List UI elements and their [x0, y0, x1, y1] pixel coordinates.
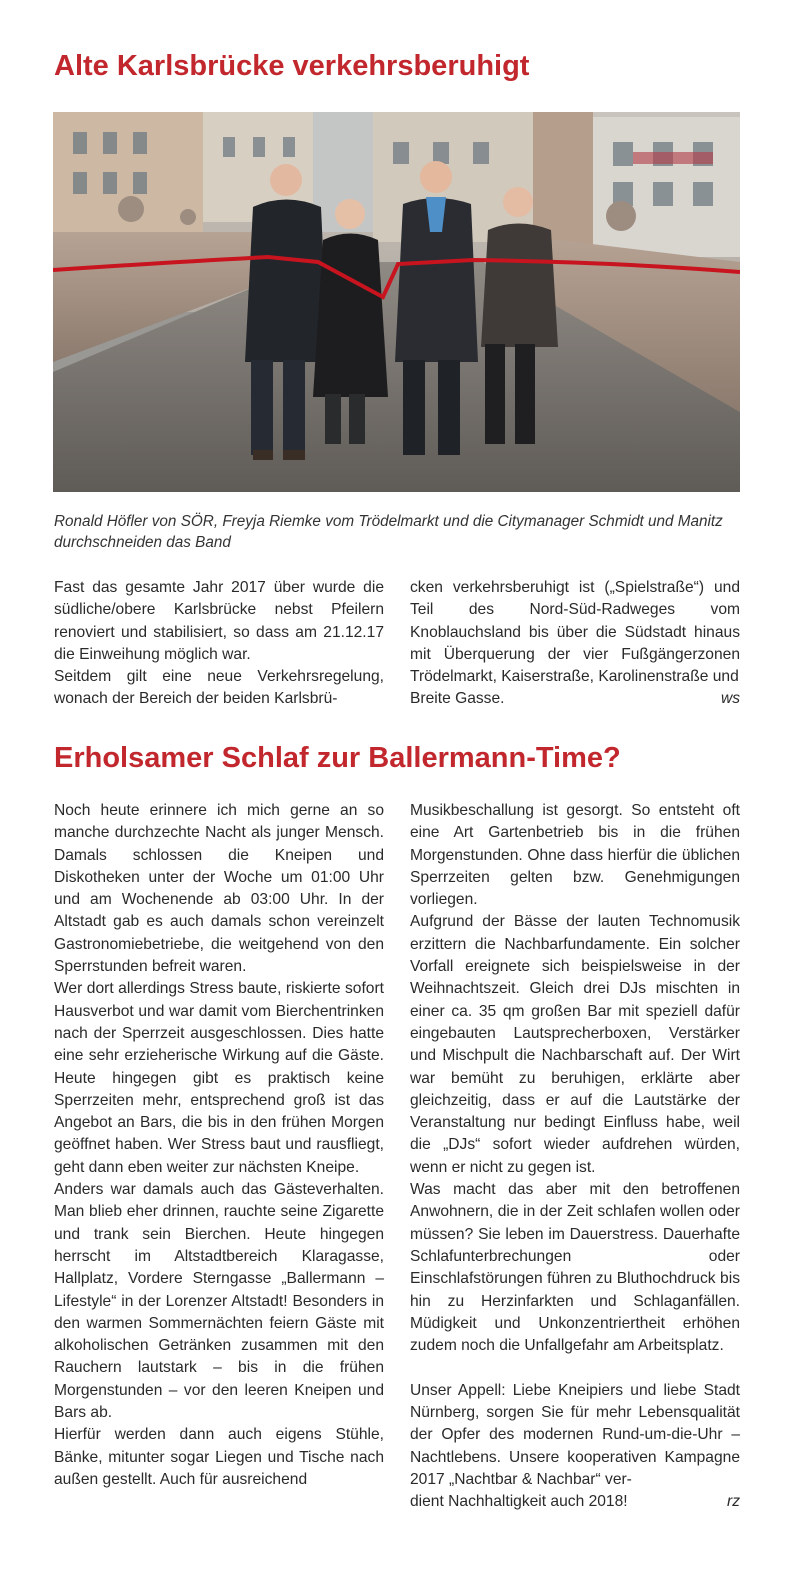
article2-paragraph: Hierfür werden dann auch eigens Stühle, Bänke, mitunter sogar Liegen und Tische nach außen gestellt. Auch für ausreichend [54, 1426, 384, 1488]
article2-paragraph: Wer dort allerdings Stress baute, riskierte sofort Hausverbot und war damit vom Bierchentrinken nach der Sperrzeit ausgeschlossen. Dies hatte eine sehr erzieherische Wirkung auf die Gäste. Heute hingegen gibt es praktisch keine Sperrzeiten mehr, entsprechend groß ist das Angebot an Bars, die bis in den frühen Morgen geöffnet haben. Wer Stress baut und rausfliegt, geht dann eben weiter zur nächsten Kneipe. [54, 980, 384, 1176]
photo-caption: Ronald Höfler von SÖR, Freyja Riemke vom Trödelmarkt und die Citymanager Schmidt und Manitz durchschneiden das Band [54, 513, 723, 551]
article2-right-column [410, 800, 740, 1514]
article1-left-column [54, 577, 384, 711]
article1-headline: Alte Karlsbrücke verkehrsberuhigt [54, 50, 530, 82]
ribbon-cutting-photo [53, 112, 740, 492]
article1-paragraph: Seitdem gilt eine neue Verkehrsregelung, wonach der Bereich der beiden Karlsbrü- [54, 668, 384, 708]
article2-paragraph: Noch heute erinnere ich mich gerne an so manche durchzechte Nacht als junger Mensch. Damals schlossen die Kneipen und Diskotheken unter der Woche um 01:00 Uhr und am Wochenende ab 03:00 Uhr. In der Altstadt gab es auch damals schon vereinzelt Gastronomiebetriebe, die weitgehend von den Sperrstunden befreit waren. [54, 802, 384, 976]
article2-appeal-paragraph: Unser Appell: Liebe Kneipiers und liebe Stadt Nürnberg, sorgen Sie für mehr Lebensqualität der Opfer des modernen Rund-um-die-Uhr – Nachtlebens. Unsere kooperativen Kampagne 2017 „Nachtbar & Nachbar“ ver- [410, 1381, 740, 1488]
article2-author-signature: rz [727, 1493, 740, 1511]
article2-last-line [410, 1491, 740, 1513]
article1-paragraph: Fast das gesamte Jahr 2017 über wurde die südliche/obere Karlsbrücke nebst Pfeilern renoviert und stabilisiert, so dass am 21.12.17 die Einweihung möglich war. [54, 579, 384, 663]
article1-last-line-text: Breite Gasse. [410, 690, 505, 708]
article2-paragraph: Aufgrund der Bässe der lauten Technomusik erzittern die Nachbarfundamente. Ein solcher Vorfall ereignete sich beispielsweise in der Weihnachtszeit. Gleich drei DJs mischten in einer ca. 35 qm großen Bar mit speziell dafür eingebauten Lautsprecherboxen, Verstärker und Mischpult die Nachbarschaft auf. Der Wirt war bemüht zu beruhigen, erklärte aber gleichzeitig, dass er auf die Lautstärke der Veranstaltung nur bedingt Einfluss habe, weil die „DJs“ sofort wieder aufdrehen würden, wenn er nicht zu gegen ist. [410, 913, 740, 1176]
article1-right-column [410, 577, 740, 711]
article2-last-line-text: dient Nachhaltigkeit auch 2018! [410, 1493, 628, 1511]
article1-last-line [410, 688, 740, 710]
article2-left-column [54, 800, 384, 1491]
paragraph-spacer [410, 1357, 740, 1379]
article2-headline: Erholsamer Schlaf zur Ballermann-Time? [54, 742, 621, 774]
article2-paragraph: Musikbeschallung ist gesorgt. So entsteht oft eine Art Gartenbetrieb bis in die frühen Morgenstunden. Ohne dass hierfür die üblichen Sperrzeiten gelten bzw. Genehmigungen vorliegen. [410, 802, 740, 909]
article1-paragraph: cken verkehrsberuhigt ist („Spielstraße“) und Teil des Nord-Süd-Radweges vom Knoblauchsland bis über die Südstadt hinaus mit Überquerung der vier Fußgängerzonen Trödelmarkt, Kaiserstraße, Karolinenstraße und [410, 579, 740, 686]
article2-paragraph: Anders war damals auch das Gästeverhalten. Man blieb eher drinnen, rauchte seine Zigarette und trank sein Bierchen. Heute hingegen herrscht im Altstadtbereich Klaragasse, Hallplatz, Vordere Sterngasse „Ballermann – Lifestyle“ in der Lorenzer Altstadt! Besonders in den warmen Sommernächten feiern Gäste mit alkoholischen Getränken zusammen mit den Rauchern lautstark – bis in die frühen Morgenstunden – vor den leeren Kneipen und Bars ab. [54, 1181, 384, 1422]
article1-author-signature: ws [720, 690, 740, 708]
article2-paragraph: Was macht das aber mit den betroffenen Anwohnern, die in der Zeit schlafen wollen oder müssen? Sie leben im Dauerstress. Dauerhafte Schlafunterbrechungen oder Einschlafstörungen führen zu Bluthochdruck bis hin zu Herzinfarkten und Schlaganfällen. Müdigkeit und Unkonzentriertheit erhöhen zudem noch die Unfallgefahr am Arbeitsplatz. [410, 1181, 740, 1355]
